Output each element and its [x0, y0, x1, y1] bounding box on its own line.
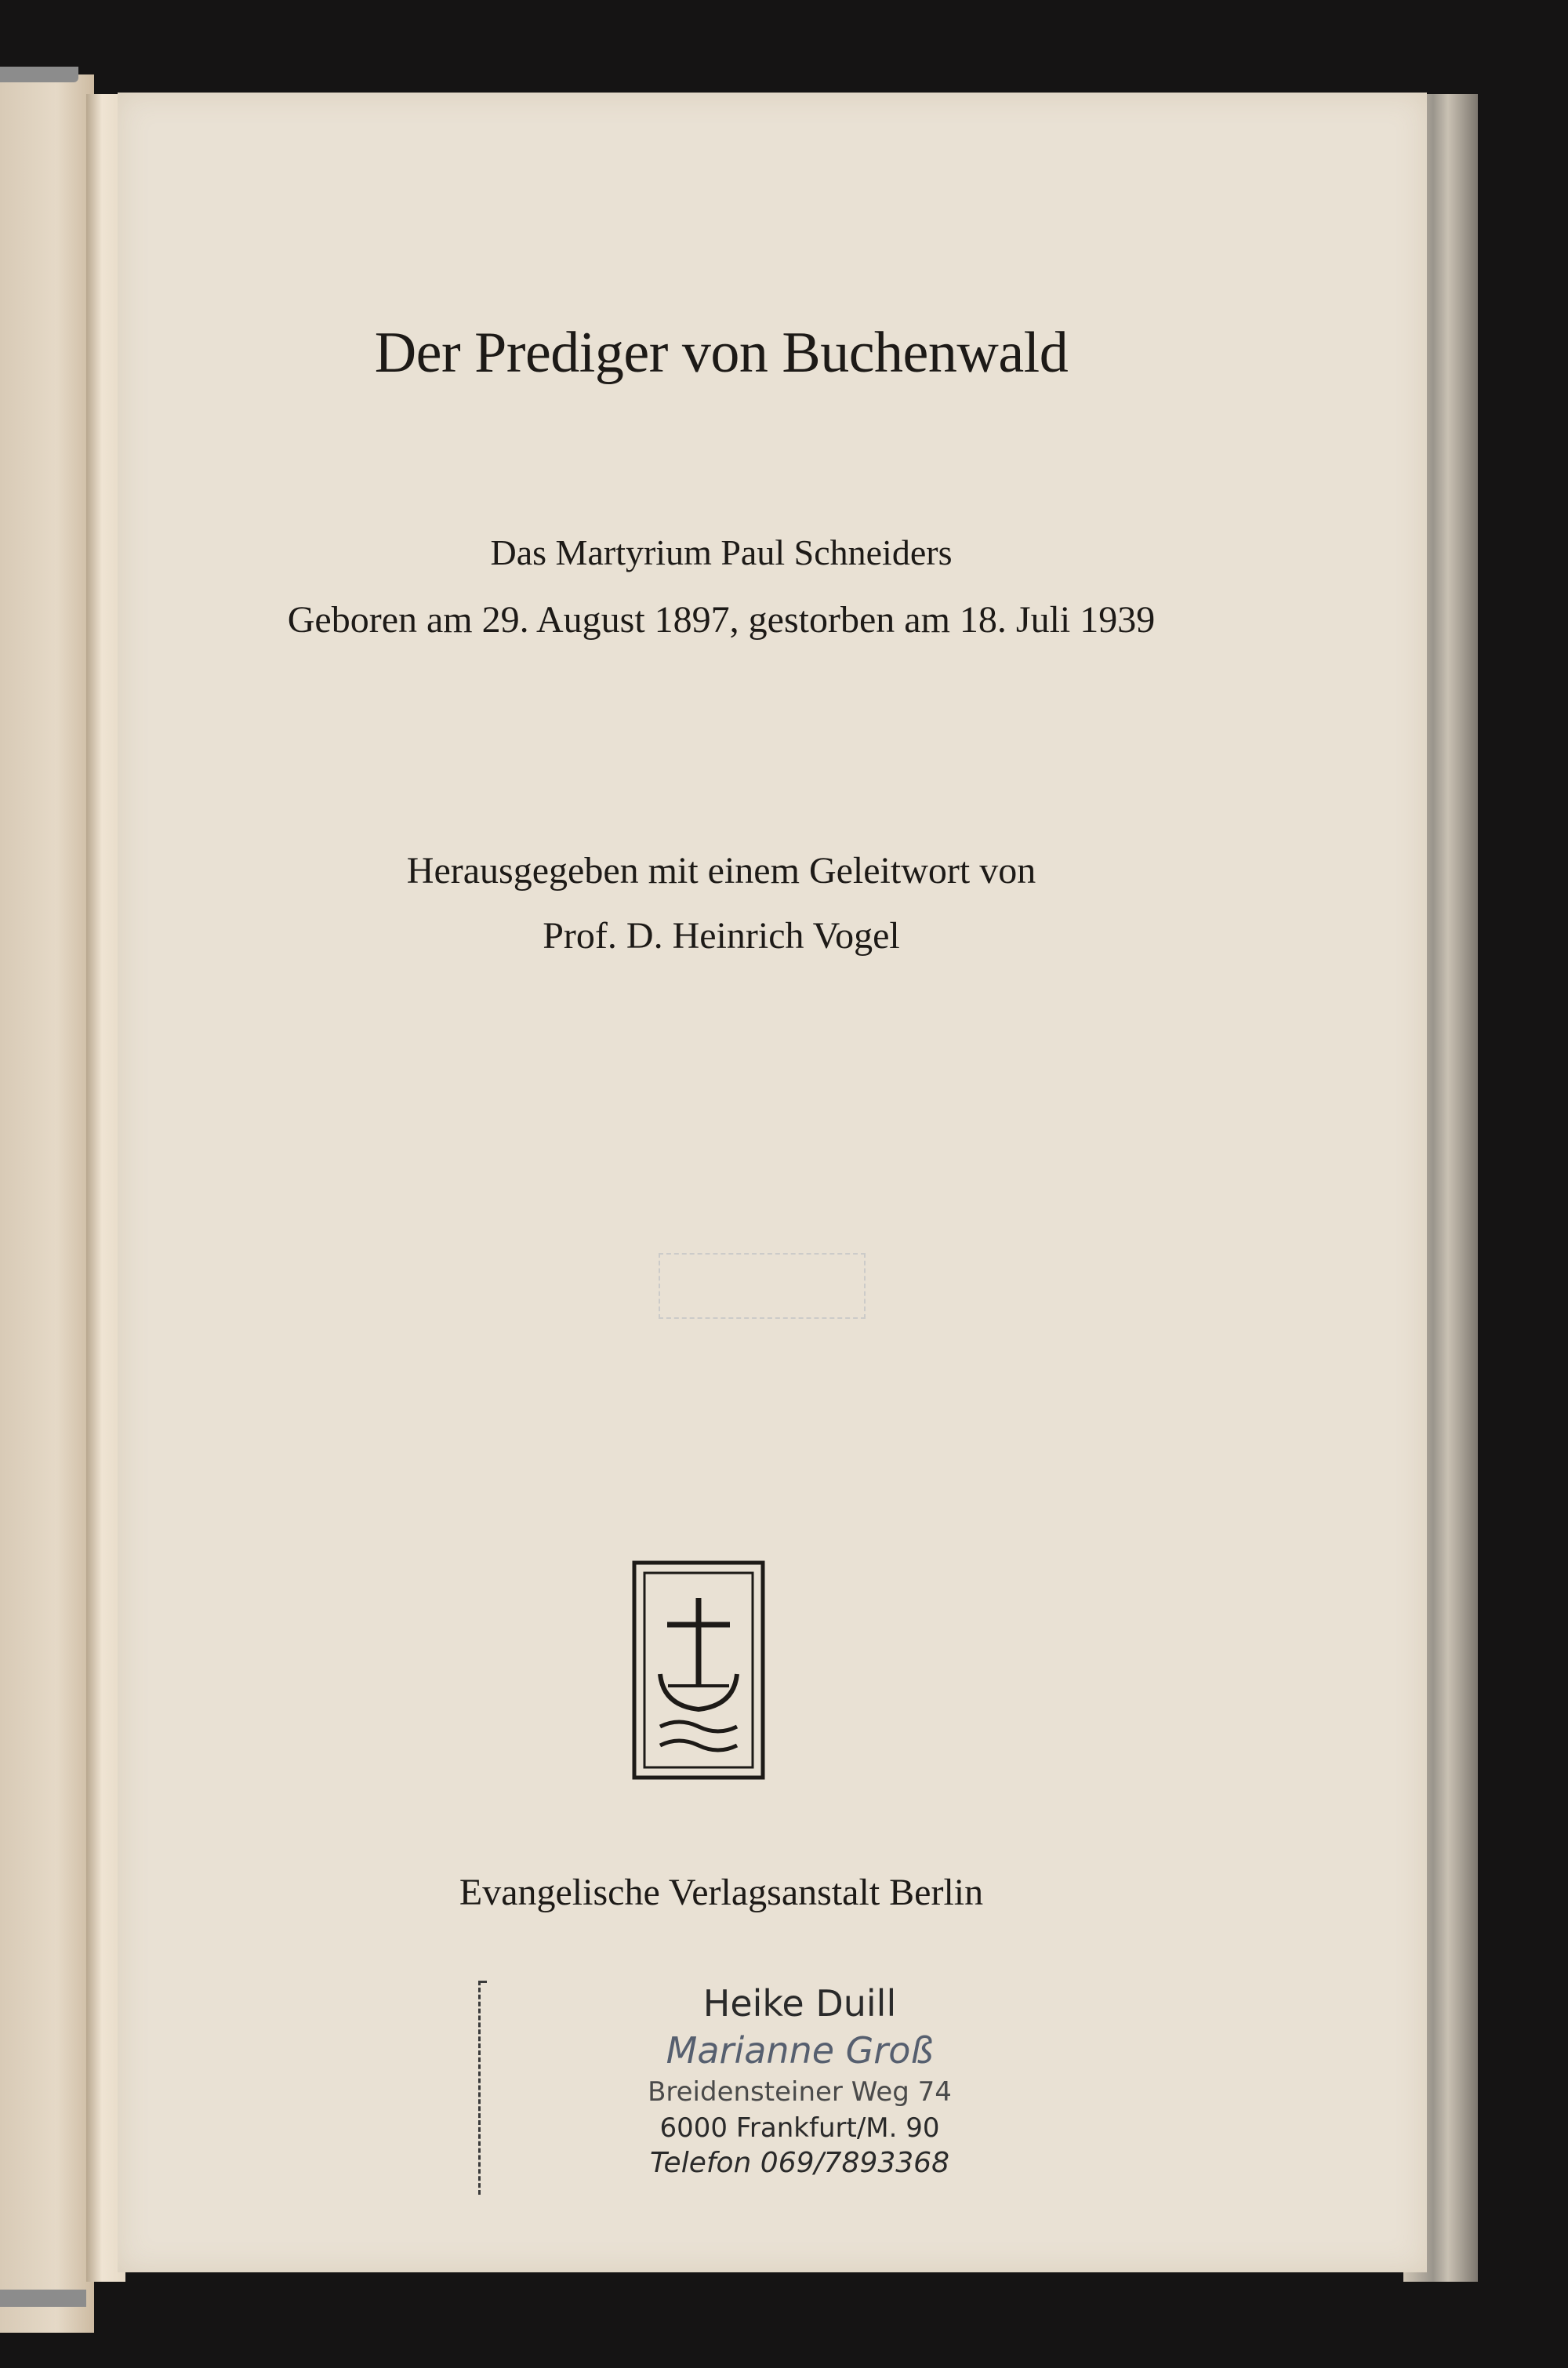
stamp-owner-name-2: Marianne Groß [666, 2029, 934, 2072]
title-page [118, 93, 1427, 2272]
left-cover-edge-bottom [0, 2290, 86, 2307]
book-title: Der Prediger von Buchenwald [374, 321, 1069, 385]
editor-name: Prof. D. Heinrich Vogel [543, 915, 900, 957]
book-subtitle: Das Martyrium Paul Schneiders [490, 532, 953, 572]
left-page [0, 74, 94, 2333]
left-cover-edge-top [0, 67, 78, 82]
editor-credit: Herausgegeben mit einem Geleitwort von [406, 850, 1036, 892]
stamp-owner-name: Heike Duill [702, 1982, 897, 2025]
stamp-phone: Telefon 069/7893368 [650, 2147, 949, 2179]
life-dates: Geboren am 29. August 1897, gestorben am 18. Juli 1939 [287, 599, 1156, 641]
stamp-city: 6000 Frankfurt/M. 90 [659, 2112, 940, 2144]
stamp-street: Breidensteiner Weg 74 [648, 2076, 952, 2108]
faint-stamp-mark [659, 1253, 866, 1319]
owner-address-stamp [478, 1973, 1121, 2208]
cross-anchor-ship-icon [632, 1560, 765, 1780]
publisher-name: Evangelische Verlagsanstalt Berlin [459, 1872, 984, 1913]
